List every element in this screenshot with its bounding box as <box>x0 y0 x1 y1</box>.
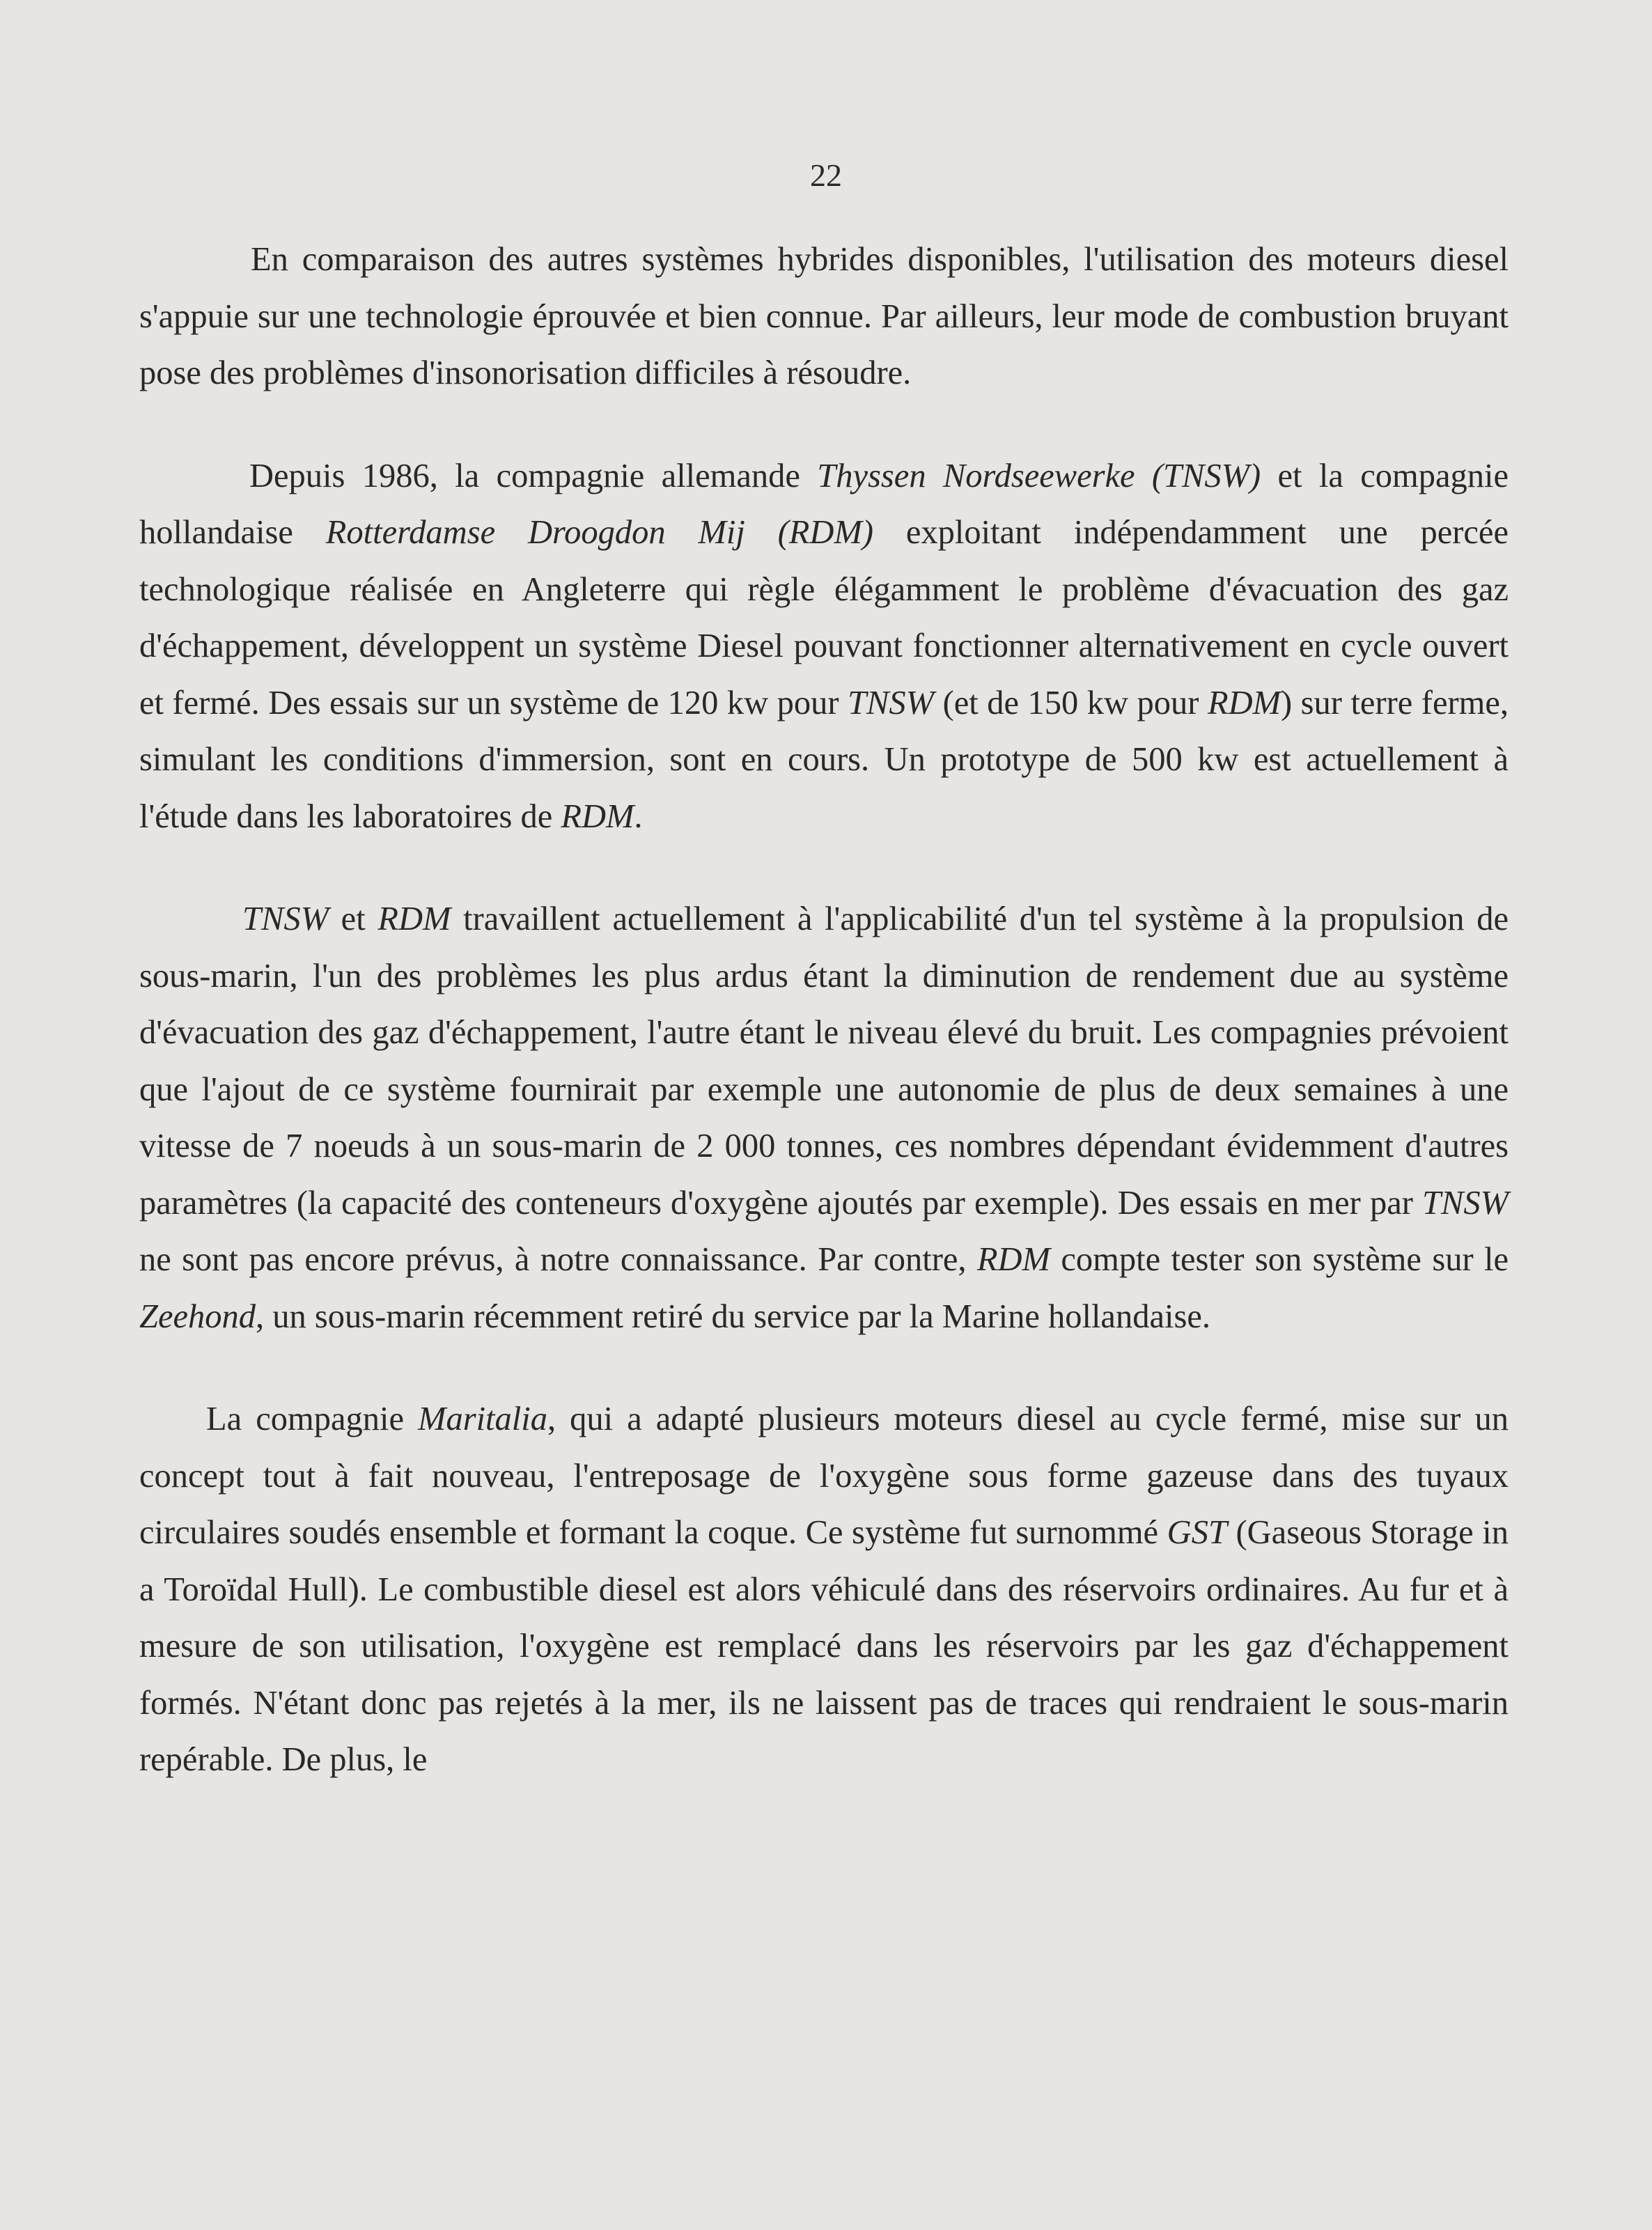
text-run: , qui a adapté plusieurs moteurs diesel au cycle fermé, mise sur un concept tout à fait nouveau, l'entreposage de l'oxygène sous forme gazeuse dans des tuyaux circulaires soudés ensemble et formant la coque. Ce système fut surnommé <box>139 1401 1509 1551</box>
text-run: travaillent actuellement à l'applicabilité d'un tel système à la propulsion de sous-marin, l'un des problèmes les plus ardus étant la diminution de rendement due au système d'évacuation des gaz d'échappement, l'autre étant le niveau élevé du bruit. Les compagnies prévoient que l'ajout de ce système fournirait par exemple une autonomie de plus de deux semaines à une vitesse de 7 noeuds à un sous-marin de 2 000 tonnes, ces nombres dépendant évidemment d'autres paramètres (la capacité des conteneurs d'oxygène ajoutés par exemple). Des essais en mer par <box>139 900 1509 1222</box>
text-run: ne sont pas encore prévus, à notre connaissance. Par contre, <box>139 1241 977 1278</box>
italic-term: Rotterdamse Droogdon Mij (RDM) <box>325 514 874 551</box>
text-run: et la compagnie hollandaise <box>139 457 1509 551</box>
text-run: et <box>328 900 378 937</box>
paragraph <box>139 231 1509 402</box>
text-run: En comparaison des autres systèmes hybrides disponibles, l'utilisation des moteurs diesel s'appuie sur une technologie éprouvée et bien connue. Par ailleurs, leur mode de combustion bruyant pose des problèmes d'insonorisation difficiles à résoudre. <box>139 241 1509 391</box>
text-run: exploitant indépendamment une percée technologique réalisée en Angleterre qui règle élégamment le problème d'évacuation des gaz d'échappement, développent un système Diesel pouvant fonctionner alternativement en cycle ouvert et fermé. Des essais sur un système de 120 kw pour <box>139 514 1509 722</box>
paragraph <box>139 448 1509 845</box>
italic-term: RDM <box>561 797 634 835</box>
text-run: ) sur terre ferme, simulant les conditions d'immersion, sont en cours. Un prototype de 500 kw est actuellement à l'étude dans les laboratoires de <box>139 684 1509 835</box>
page-number: 22 <box>810 157 842 193</box>
italic-term: Zeehond <box>139 1297 256 1335</box>
paragraph <box>139 891 1509 1345</box>
italic-term: TNSW <box>1422 1184 1509 1222</box>
text-run: (et de 150 kw pour <box>934 684 1208 722</box>
italic-term: TNSW <box>242 900 329 937</box>
body-text <box>139 231 1509 1788</box>
italic-term: TNSW <box>848 684 935 722</box>
italic-term: Maritalia <box>418 1401 547 1437</box>
italic-term: RDM <box>1207 684 1281 722</box>
paragraph <box>139 1391 1509 1788</box>
text-run: (Gaseous Storage in a Toroïdal Hull). Le combustible diesel est alors véhiculé dans des réservoirs ordinaires. Au fur et à mesure de son utilisation, l'oxygène est remplacé dans les réservoirs par les gaz d'échappement formés. N'étant donc pas rejetés à la mer, ils ne laissent pas de traces qui rendraient le sous-marin repérable. De plus, le <box>139 1514 1509 1778</box>
italic-term: GST <box>1167 1514 1227 1551</box>
italic-term: RDM <box>976 1241 1050 1278</box>
text-run: Depuis 1986, la compagnie allemande <box>249 457 818 494</box>
text-run: . <box>634 797 643 835</box>
text-run: La compagnie <box>206 1401 419 1437</box>
italic-term: Thyssen Nordseewerke (TNSW) <box>817 457 1261 494</box>
text-run: compte tester son système sur le <box>1050 1241 1509 1278</box>
text-run: , un sous-marin récemment retiré du service par la Marine hollandaise. <box>256 1297 1210 1335</box>
italic-term: RDM <box>377 900 451 937</box>
